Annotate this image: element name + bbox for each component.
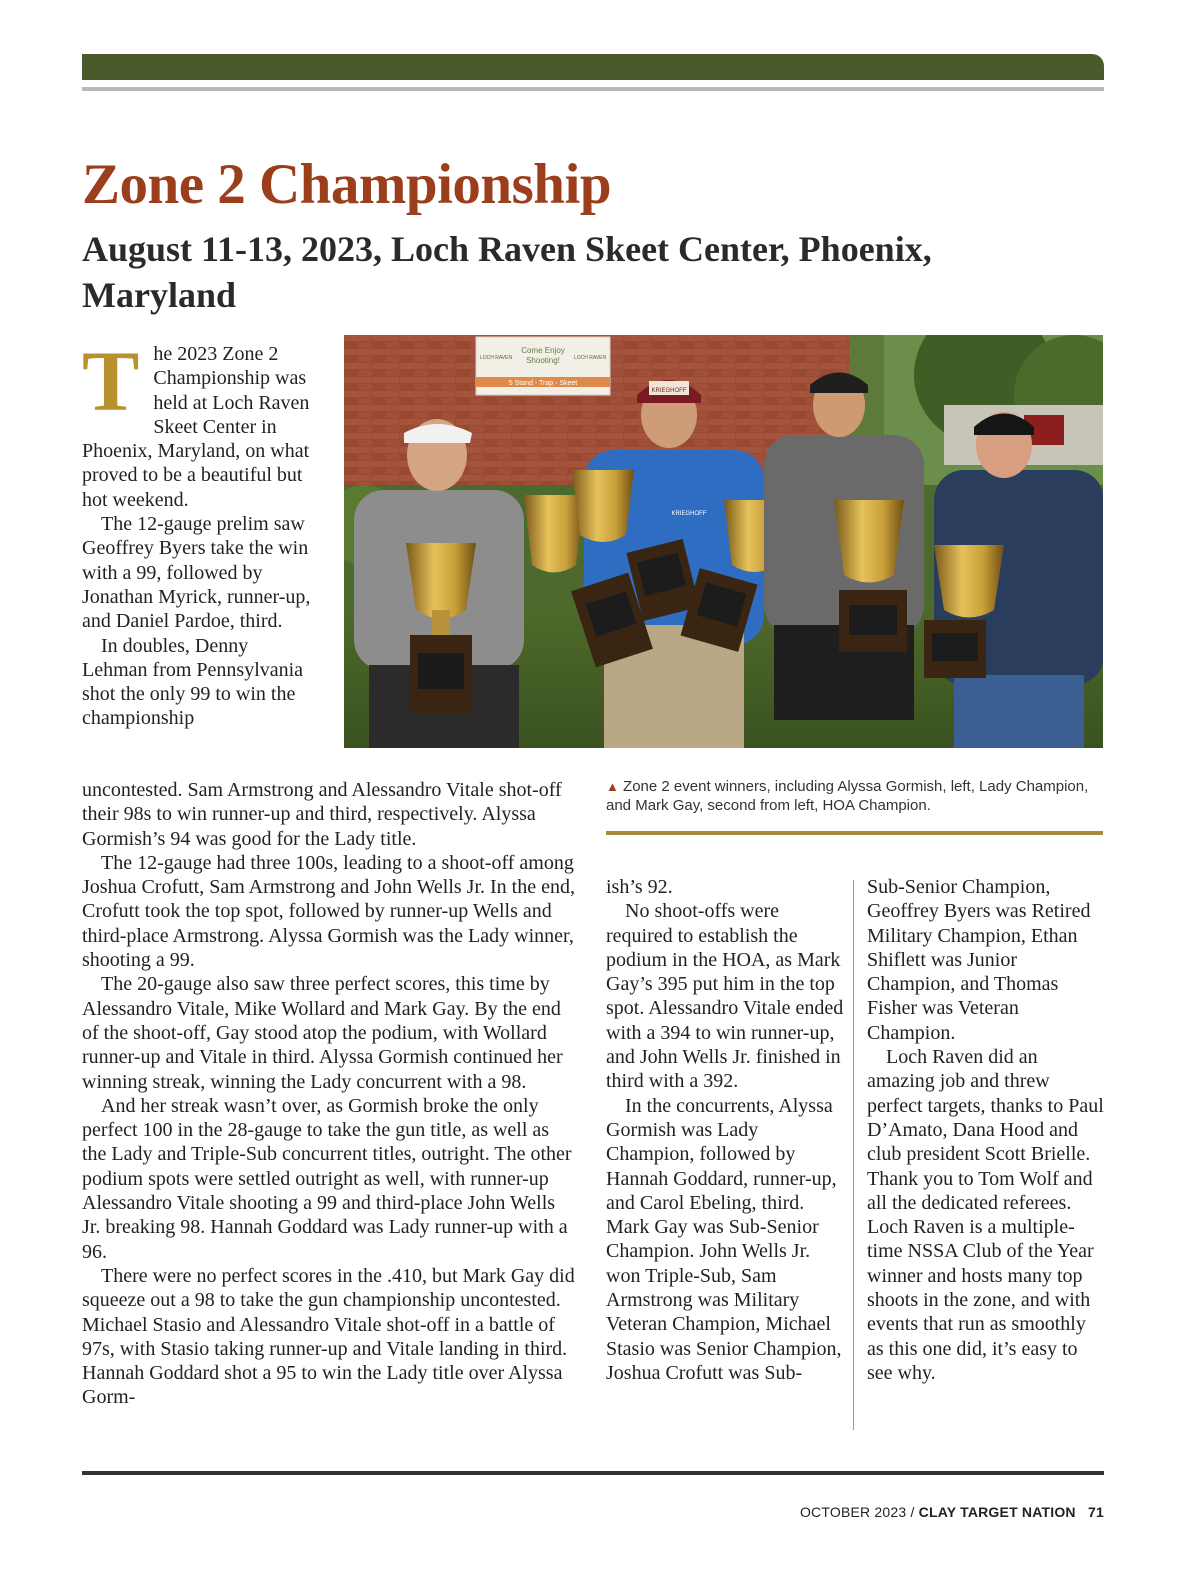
paragraph-9: No shoot-offs were required to establish the podium in the HOA, as Mark Gay’s 395 put him in the top spot. Alessandro Vitale ended with a 394 to win runner-up, and John Wells Jr. finished in third with a 392.	[606, 900, 844, 1093]
caption-text: Zone 2 event winners, including Alyssa Gormish, left, Lady Champion, and Mark Gay, second from left, HOA Champion.	[606, 778, 1089, 814]
sign-text-1: Come Enjoy	[521, 346, 565, 355]
paragraph-11: Sub-Senior Champion, Geoffrey Byers was Retired Military Champion, Ethan Shiflett was Junior Champion, and Thomas Fisher was Veteran Champion.	[867, 876, 1091, 1044]
footer-magazine: CLAY TARGET NATION	[918, 1504, 1076, 1520]
sign-text-2: Shooting!	[526, 356, 560, 365]
footer-issue: OCTOBER 2023 /	[799, 1504, 915, 1520]
page-footer	[800, 1504, 1104, 1520]
article-subtitle: August 11-13, 2023, Loch Raven Skeet Center, Phoenix, Maryland	[82, 229, 932, 315]
paragraph-7: There were no perfect scores in the .410, but Mark Gay did squeeze out a 98 to take the gun championship uncontested. Michael Stasio and Alessandro Vitale shot-off in a battle of 97s, with Stasio taking runner-up and Vitale landing in third. Hannah Goddard shot a 95 to win the Lady title over Alyssa Gorm-	[82, 1264, 575, 1409]
paragraph-5: The 20-gauge also saw three perfect scores, this time by Alessandro Vitale, Mike Wollard and Mark Gay. By the end of the shoot-off, Gay stood atop the podium, with Wollard runner-up and Vitale in third. Alyssa Gormish continued her winning streak, winning the Lady concurrent with a 98.	[82, 973, 563, 1093]
sign-text-3: 5 Stand - Trap - Skeet	[508, 380, 578, 387]
paragraph-3-end: uncontested. Sam Armstrong and Alessandro Vitale shot-off their 98s to win runner-up and third, respectively. Alyssa Gormish’s 94 was good for the Lady title.	[82, 779, 562, 850]
article-column-1-bottom	[82, 778, 577, 1410]
article-column-1-top	[82, 333, 318, 731]
caption-triangle-icon: ▲	[606, 779, 619, 794]
article-column-3	[867, 875, 1107, 1385]
article-column-2	[606, 875, 844, 1385]
paragraph-3-start: In doubles, Denny Lehman from Pennsylvania shot the only 99 to win the championship	[82, 634, 304, 730]
sign-logo-left: LOCH RAVEN	[479, 355, 513, 361]
drop-cap: T	[82, 333, 140, 429]
column-divider	[853, 880, 854, 1430]
article-title: Zone 2 Championship	[82, 153, 612, 216]
paragraph-10: In the concurrents, Alyssa Gormish was Lady Champion, followed by Hannah Goddard, runner-up, and Carol Ebeling, third. Mark Gay was Sub-Senior Champion. John Wells Jr. won Triple-Sub, Sam Armstrong was Military Veteran Champion, Michael Stasio was Senior Champion, Joshua Crofutt was Sub-	[606, 1094, 842, 1384]
header-rule	[82, 87, 1104, 91]
paragraph-2: The 12-gauge prelim saw Geoffrey Byers take the win with a 99, followed by Jonathan Myrick, runner-up, and Daniel Pardoe, third.	[82, 513, 311, 633]
footer-rule	[82, 1471, 1104, 1475]
paragraph-4: The 12-gauge had three 100s, leading to a shoot-off among Joshua Crofutt, Sam Armstrong and John Wells Jr. In the end, Crofutt took the top spot, followed by runner-up Wells and third-place Armstrong. Alyssa Gormish was the Lady winner, shooting a 99.	[82, 851, 575, 972]
winners-photo	[344, 335, 1103, 748]
paragraph-6: And her streak wasn’t over, as Gormish broke the only perfect 100 in the 28-gauge to take the gun title, as well as the Lady and Triple-Sub concurrent titles, outright. The other podium spots were settled outright as well, with runner-up Alessandro Vitale shooting a 99 and third-place John Wells Jr. breaking 98. Hannah Goddard was Lady runner-up with a 96.	[82, 1094, 572, 1263]
caption-rule	[606, 831, 1103, 835]
header-color-bar	[82, 54, 1104, 80]
cap-logo: KRIEGHOFF	[651, 388, 687, 394]
sign-logo-right: LOCH RAVEN	[573, 355, 607, 361]
shirt-logo: KRIEGHOFF	[671, 511, 707, 517]
photo-caption	[606, 777, 1106, 815]
paragraph-8: ish’s 92.	[606, 876, 673, 898]
footer-page-number: 71	[1088, 1504, 1104, 1520]
paragraph-12: Loch Raven did an amazing job and threw perfect targets, thanks to Paul D’Amato, Dana Hood and club president Scott Brielle. Thank you to Tom Wolf and all the dedicated referees. Loch Raven is a multiple-time NSSA Club of the Year winner and hosts many top shoots in the zone, and with events that run as smoothly as this one did, it’s easy to see why.	[867, 1046, 1104, 1384]
paragraph-1: he 2023 Zone 2 Championship was held at Loch Raven Skeet Center in Phoenix, Maryland, on what proved to be a beautiful but hot weekend.	[82, 343, 310, 511]
